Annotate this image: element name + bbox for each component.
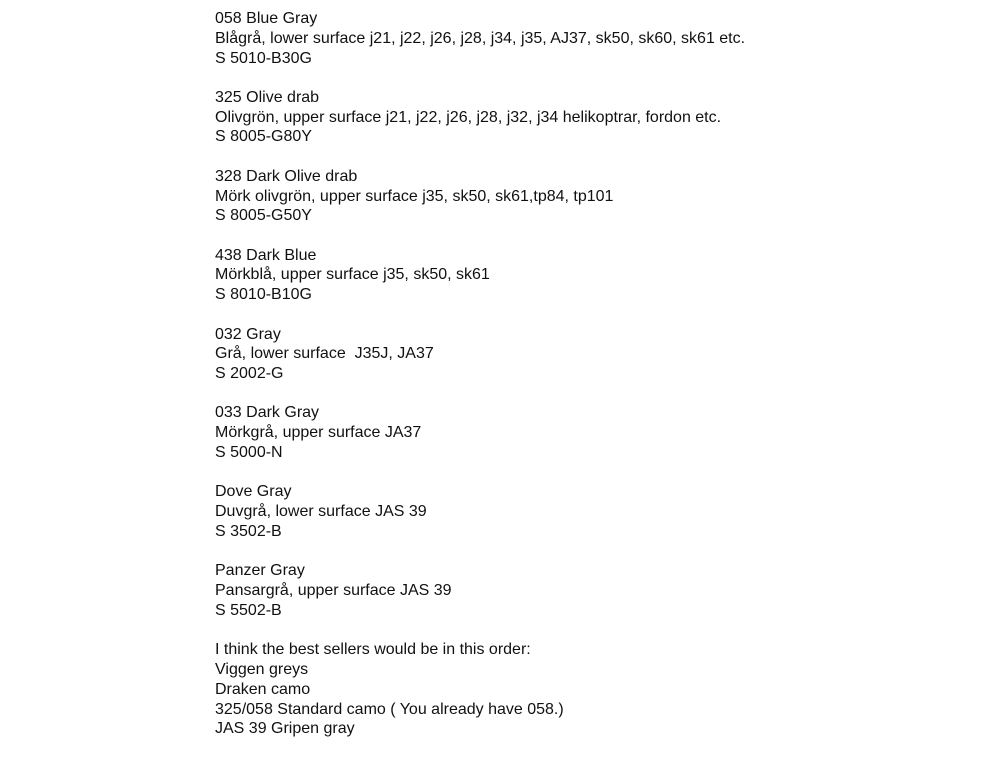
color-description: Blågrå, lower surface j21, j22, j26, j28, j34, j35, AJ37, sk50, sk60, sk61 etc. xyxy=(215,29,746,47)
color-title: 058 Blue Gray xyxy=(215,10,318,27)
color-entry-438-dark-blue xyxy=(215,246,975,305)
color-entry-325-olive-drab xyxy=(215,88,975,147)
color-description: Olivgrön, upper surface j21, j22, j26, j28, j32, j34 helikoptrar, fordon etc. xyxy=(215,108,722,126)
best-seller-item: 325/058 Standard camo ( You already have 058.) xyxy=(215,700,564,718)
best-seller-item: Viggen greys xyxy=(215,660,309,678)
color-entry-dove-gray xyxy=(215,482,975,541)
color-title: 438 Dark Blue xyxy=(215,246,317,264)
color-description: Mörkgrå, upper surface JA37 xyxy=(215,424,422,442)
color-description: Duvgrå, lower surface JAS 39 xyxy=(215,503,427,521)
color-description: Grå, lower surface J35J, JA37 xyxy=(215,345,434,363)
document-body xyxy=(215,9,975,759)
color-description: Mörk olivgrön, upper surface j35, sk50, sk61,tp84, tp101 xyxy=(215,187,614,205)
best-seller-item: Draken camo xyxy=(215,680,311,698)
color-code: S 2002-G xyxy=(215,365,284,383)
color-title: 328 Dark Olive drab xyxy=(215,167,358,185)
color-code: S 5000-N xyxy=(215,444,283,462)
color-entry-panzer-gray xyxy=(215,561,975,620)
color-code: S 5502-B xyxy=(215,601,282,619)
color-title: Dove Gray xyxy=(215,483,292,501)
color-entry-328-dark-olive-drab xyxy=(215,167,975,226)
best-seller-item: JAS 39 Gripen gray xyxy=(215,720,355,738)
best-sellers-intro: I think the best sellers would be in this order: xyxy=(215,641,531,659)
color-title: 032 Gray xyxy=(215,325,281,343)
color-code: S 5010-B30G xyxy=(215,49,312,67)
color-entry-032-gray xyxy=(215,325,975,384)
color-code: S 8005-G80Y xyxy=(215,128,312,146)
color-code: S 8010-B10G xyxy=(215,286,312,304)
color-code: S 3502-B xyxy=(215,522,282,540)
color-entry-058-blue-gray xyxy=(215,9,975,68)
color-title: Panzer Gray xyxy=(215,562,305,580)
color-entry-033-dark-gray xyxy=(215,403,975,462)
color-description: Mörkblå, upper surface j35, sk50, sk61 xyxy=(215,266,490,284)
best-sellers-section xyxy=(215,640,975,739)
color-title: 325 Olive drab xyxy=(215,88,320,106)
color-description: Pansargrå, upper surface JAS 39 xyxy=(215,582,452,600)
color-code: S 8005-G50Y xyxy=(215,207,312,225)
color-title: 033 Dark Gray xyxy=(215,404,320,422)
